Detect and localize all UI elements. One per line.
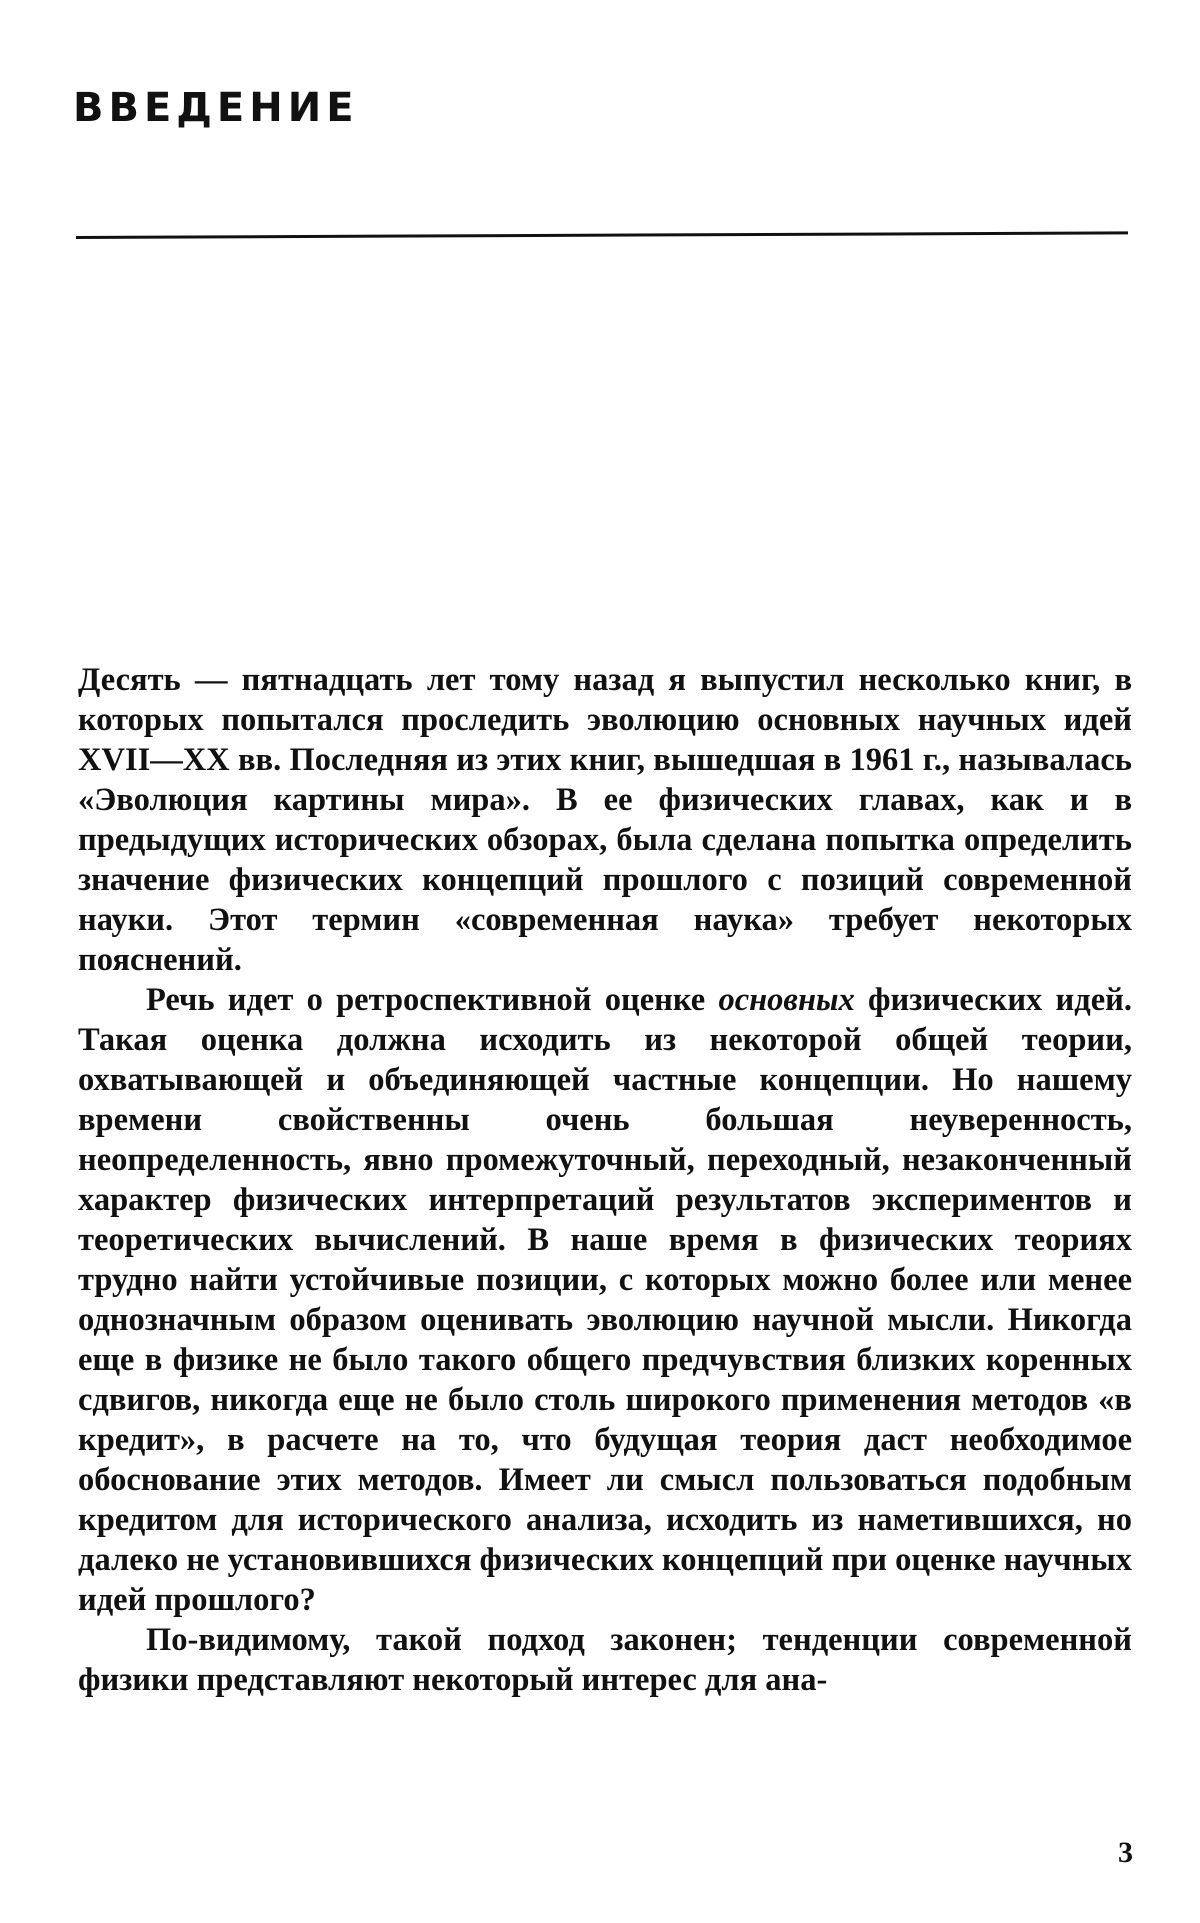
text-body xyxy=(78,660,1132,1700)
paragraph-1: Десять — пятнадцать лет тому назад я выпустил несколько книг, в которых попытался проследить эволюцию основных научных идей XVII—XX вв. Последняя из этих книг, вышедшая в 1961 г., называлась «Эволюция картины мира». В ее физических главах, как и в предыдущих исторических обзорах, была сделана попытка определить значение физических концепций прошлого с позиций современной науки. Этот термин «современная наука» требует некоторых пояснений. xyxy=(78,662,1132,978)
paragraph-2-emphasis: основных xyxy=(718,982,855,1018)
paragraph-2 xyxy=(78,980,1132,1620)
paragraph-2-text-end: физических идей. Такая оценка должна исходить из некоторой общей теории, охватывающей и объединяющей частные концепции. Но нашему времени свойственны очень большая неуверенность, неопределенность, явно промежуточный, переходный, незаконченный характер физических интерпретаций результатов экспериментов и теоретических вычислений. В наше время в физических теориях трудно найти устойчивые позиции, с которых можно более или менее однозначным образом оценивать эволюцию научной мысли. Никогда еще в физике не было такого общего предчувствия близких коренных сдвигов, никогда еще не было столь широкого применения методов «в кредит», в расчете на то, что будущая теория даст необходимое обоснование этих методов. Имеет ли смысл пользоваться подобным кредитом для исторического анализа, исходить из наметившихся, но далеко не установившихся физических концепций при оценке научных идей прошлого? xyxy=(78,982,1132,1618)
chapter-title: ВВЕДЕНИЕ xyxy=(73,85,359,131)
paragraph-2-text-start: Речь идет о ретроспективной оценке xyxy=(146,982,719,1018)
title-divider xyxy=(76,231,1128,239)
paragraph-3: По-видимому, такой подход законен; тенденции современной физики представляют некоторый интерес для ана- xyxy=(78,1622,1132,1698)
page-number: 3 xyxy=(1118,1836,1133,1869)
